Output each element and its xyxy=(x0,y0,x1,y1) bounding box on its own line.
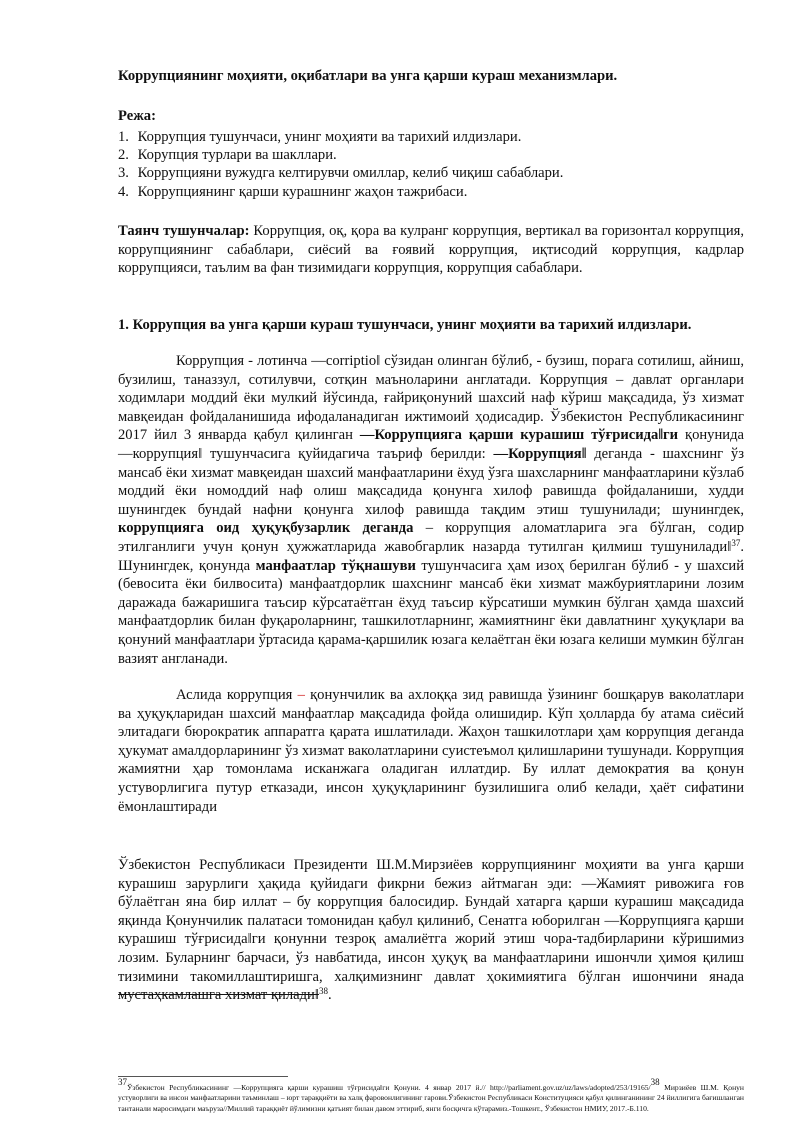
plan-list xyxy=(118,128,563,201)
struck-text: мустаҳкамлашга хизмат қилади‖ xyxy=(118,987,319,1004)
paragraph-president-quote xyxy=(118,856,744,1005)
plan-item xyxy=(118,164,563,182)
term-conflict-of-interest: манфаатлар тўқнашуви xyxy=(255,557,416,574)
dash-mark: – xyxy=(297,687,305,703)
paragraph-text: – коррупция аломатларига эга бўлган, содир этилганлиги учун қонун ҳужжатларида жавобгарлик назарда тутилган қилмиш тушунилади‖ xyxy=(118,520,745,555)
plan-item-text: Коррупцияни вужудга келтирувчи омиллар, келиб чиқиш сабаблари. xyxy=(137,165,564,182)
paragraph-text: қонунида ―коррупция‖ тушунчасига қуйидагича таъриф берилди: xyxy=(118,427,744,462)
key-terms-label: Таянч тушунчалар: xyxy=(118,223,250,239)
paragraph-text: Ўзбекистон Республикаси Президенти Ш.М.Мирзиёев коррупциянинг моҳияти ва унга қарши курашиш зарурлиги ҳақида қуйидаги фикрни бежиз айтмаган эди: ―Жамият ривожига ғов бўлаётган яна бир иллат – бу коррупция балосидир. Бундай хатарга қарши курашиш мақсадида яқинда Қонунчилик палатаси томонидан қабул қилиниб, Сенатга юборилган ―Коррупцияга қарши курашиш тўғрисида‖ги қонунни тезроқ амалиётга жорий этиш чора-тадбирларини кўришимиз лозим. Буларнинг барчаси, ўз навбатида, инсон ҳуқуқ ва манфаатларини ишончли ҳимоя қилиш тизимини такомиллаштиришга, халқимизнинг давлат ҳокимиятига бўлган ишончини янада xyxy=(118,857,744,985)
paragraph-text: Коррупция - лотинча ―corriptio‖ сўзидан олинган бўлиб, - бузиш, порага сотилиш, айниш, бузилиш, таназзул, сотилувчи, сотқин маъноларини англатади. Коррупция – давлат органлари ходимлари моддий ёки мулкий йўсинда, ғайриқонуний шахсий наф кўриш мақсадида, ўз хизмат мавқеидан фойдаланишида ифодаланадиган ижтимоий ҳодисадир. Ўзбекистон Республикасининг 2017 йил 3 январда қабул қилинган xyxy=(118,353,744,444)
term-offense: коррупцияга оид ҳуқуқбузарлик деганда xyxy=(118,520,414,537)
plan-item-number: 3. xyxy=(118,165,129,182)
plan-item-text: Корупция турлари ва шакллари. xyxy=(137,147,337,164)
paragraph-text: Аслида коррупция xyxy=(176,687,298,703)
law-title: ―Коррупцияга қарши курашиш тўғрисида‖ги xyxy=(359,427,679,444)
paragraph-text: . Шунингдек, қонунда xyxy=(118,538,744,574)
paragraph-text: . xyxy=(327,987,332,1004)
plan-label: Режа: xyxy=(118,108,156,124)
paragraph-text: тушунчасига ҳам изоҳ берилган бўлиб - у шахсий (бевосита ёки билвосита) манфаатдорлик шахснинг мансаб ёки хизмат мажбуриятларини лозим даражада бажаришига таъсир кўрсатаётган ёхуд таъсир кўрсатиши мумкин бўлган ҳамда шахсий манфаатдорлик билан фуқароларнинг, ташкилотларнинг, жамиятнинг ёки давлатнинг ҳуқуқлари ва қонуний манфаатлари ўртасида қарама-қаршилик юзага келаётган ёки юзага келиши мумкин бўлган вазият англанади. xyxy=(118,557,744,667)
section-heading: 1. Коррупция ва унга қарши кураш тушунчаси, унинг моҳияти ва тарихий илдизлари. xyxy=(118,317,692,333)
plan-item-number: 4. xyxy=(118,183,129,200)
plan-item xyxy=(118,128,563,146)
footnote-number: 37 xyxy=(118,1077,127,1087)
plan-item xyxy=(118,183,563,201)
footnote-37: Ўзбекистон Республикасининг ―Коррупцияга қарши курашиш тўғрисида‖ги Қонуни. 4 январ 2017 й.// http://parliament.gov.uz/uz/laws/adopted/253/19165/ xyxy=(127,1083,651,1092)
paragraph-text: деганда - шахснинг ўз мансаб ёки хизмат мавқеидан шахсий манфаатларини ёхуд ўзга шахсларнинг манфаатларини кўзлаб моддий ёки номоддий наф олиш мақсадида қонунга хилоф равишда фойдаланиши, худди шунингдек бундай нафни қонунга хилоф равишда тақдим этиш тушунилади; шунингдек, xyxy=(118,445,744,518)
footnotes xyxy=(118,1077,744,1114)
plan-item-text: Коррупциянинг қарши курашнинг жаҳон тажрибаси. xyxy=(137,183,468,200)
footnote-divider xyxy=(118,1076,288,1077)
plan-item-number: 1. xyxy=(118,129,129,145)
key-terms-text: Коррупция, оқ, қора ва кулранг коррупция, вертикал ва горизонтал коррупция, коррупциянинг сабаблари, сиёсий ва ғоявий коррупция, иқтисодий коррупция, кадрлар коррупцияси, таълим ва фан тизимидаги коррупция, коррупция сабаблари. xyxy=(118,223,745,277)
footnote-number: 38 xyxy=(650,1077,660,1087)
document-title: Коррупциянинг моҳияти, оқибатлари ва унга қарши кураш механизмлари. xyxy=(118,68,618,84)
plan-item-text: Коррупция тушунчаси, унинг моҳияти ва тарихий илдизлари. xyxy=(137,129,522,145)
paragraph-definition xyxy=(118,352,744,668)
plan-item xyxy=(118,146,563,164)
key-terms-paragraph xyxy=(118,222,744,278)
footnote-ref-37[interactable]: 37 xyxy=(731,537,741,548)
footnote-ref-38[interactable]: 38 xyxy=(318,986,328,997)
paragraph-essence xyxy=(118,686,744,816)
plan-item-number: 2. xyxy=(118,147,129,164)
term-corruption: ―Коррупция‖ xyxy=(493,445,587,462)
footnote-38: Мирзиёев Ш.М. Қонун устуворлиги ва инсон манфаатларини таъминлаш – юрт тараққиёти ва халқ фаровонлигининг гарови.Ўзбекистон Республикаси Конституцияси қабул қилинганининг 24 йиллигига бағишланган тантанали маросимдаги маъруза//Миллий тараққиёт йўлимизни қатъият билан давом эттириб, янги босқичга кўтарамиз.-Тошкент., Ўзбекистон НМИУ, 2017.-Б.110. xyxy=(118,1083,744,1113)
paragraph-text: қонунчилик ва ахлоққа зид равишда ўзининг бошқарув ваколатлари ва ҳуқуқларидан шахсий манфаатлар мақсадида фойда олишидир. Кўп ҳолларда бу атама сиёсий элитадаги бюрократик аппаратга қарата ишлатилади. Жаҳон ташкилотлари ҳам коррупция деганда ҳукумат амалдорларининг ўз хизмат ваколатларини суистеъмол қилишларини тушунади. Коррупция жамиятни ҳар томонлама исканжага оладиган иллатдир. Бу иллат демократия ва қонун устуворлигига путур етказади, инсон ҳуқуқларининг бузилишига олиб келади, ҳаёт сифатини ёмонлаштиради xyxy=(118,687,744,815)
